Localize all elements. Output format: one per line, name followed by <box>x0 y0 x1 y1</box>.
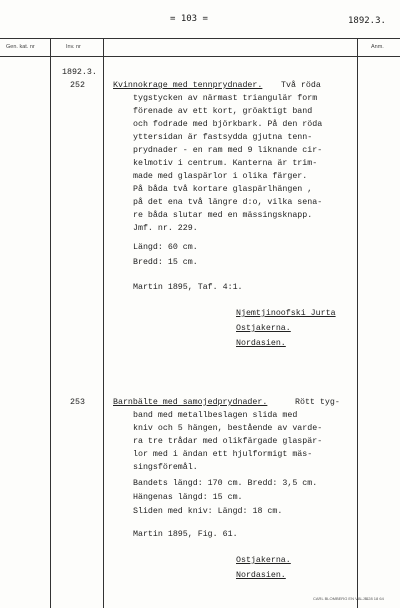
text-line: Jmf. nr. 229. <box>133 224 198 233</box>
entry-title-253: Barnbälte med samojedprydnader. <box>113 398 268 407</box>
region-252: Nordasien. <box>236 339 286 348</box>
form-code: 428 18 64 <box>366 596 384 601</box>
text-line: På båda två kortare glaspärlhängen , <box>133 185 313 194</box>
text-line: förenade av ett kort, gröaktigt band <box>133 107 313 116</box>
column-divider-1 <box>50 38 51 608</box>
entry-inv-253: 253 <box>70 398 85 407</box>
printer-mark: CARL BLOMBERG EN VÄLJE <box>313 596 368 601</box>
text-line: yttersidan är fastsydda gjutna tenn- <box>133 133 313 142</box>
column-divider-2 <box>103 38 104 608</box>
people-252: Ostjakerna. <box>236 324 291 333</box>
measure-pendants: Hängenas längd: 15 cm. <box>133 493 243 502</box>
region-253: Nordasien. <box>236 571 286 580</box>
text-line: och fodrade med björkbark. På den röda <box>133 120 323 129</box>
text-line: lor med i ändan ett hjulformigt mäs- <box>133 450 313 459</box>
measure-band: Bandets längd: 170 cm. Bredd: 3,5 cm. <box>133 479 318 488</box>
width-252: Bredd: 15 cm. <box>133 258 198 267</box>
entry-title-252: Kvinnokrage med tennprydnader. <box>113 81 263 90</box>
column-head-anm: Anm. <box>371 44 384 50</box>
text-line: made med glaspärlor i olika färger. <box>133 172 308 181</box>
page-number: = 103 = <box>170 14 208 24</box>
reference-252: Martin 1895, Taf. 4:1. <box>133 283 243 292</box>
header-top-rule <box>0 38 400 39</box>
measure-sheath: Sliden med kniv: Längd: 18 cm. <box>133 507 283 516</box>
column-head-inv: Inv. nr <box>66 44 81 50</box>
length-252: Längd: 60 cm. <box>133 243 198 252</box>
locality-252: Njemtjinoofski Jurta <box>236 309 336 318</box>
entry-date: 1892.3. <box>62 68 97 77</box>
column-divider-3 <box>357 38 358 608</box>
text-line: singsföremål. <box>133 463 198 472</box>
column-head-gen-kat: Gen. kat. nr <box>6 44 35 50</box>
entry-inv-252: 252 <box>70 81 85 90</box>
text-line: re båda slutar med en mässingsknapp. <box>133 211 313 220</box>
text-line: på det ena två längre d:o, vilka sena- <box>133 198 323 207</box>
text-line: ra tre trådar med olikfärgade glaspär- <box>133 437 323 446</box>
text-line: kelmotiv i centrum. Kanterna är trim- <box>133 159 318 168</box>
reference-253: Martin 1895, Fig. 61. <box>133 530 238 539</box>
text-line: prydnader - en ram med 9 liknande cir- <box>133 146 323 155</box>
people-253: Ostjakerna. <box>236 556 291 565</box>
text-line: kniv och 5 hängen, bestående av varde- <box>133 424 323 433</box>
header-bottom-rule <box>0 56 400 57</box>
text-line: tygstycken av närmast triangulär form <box>133 94 318 103</box>
text-line: Rött tyg- <box>295 398 340 407</box>
text-line: band med metallbeslagen slida med <box>133 411 298 420</box>
text-line: Två röda <box>281 81 321 90</box>
year-code: 1892.3. <box>348 16 386 26</box>
